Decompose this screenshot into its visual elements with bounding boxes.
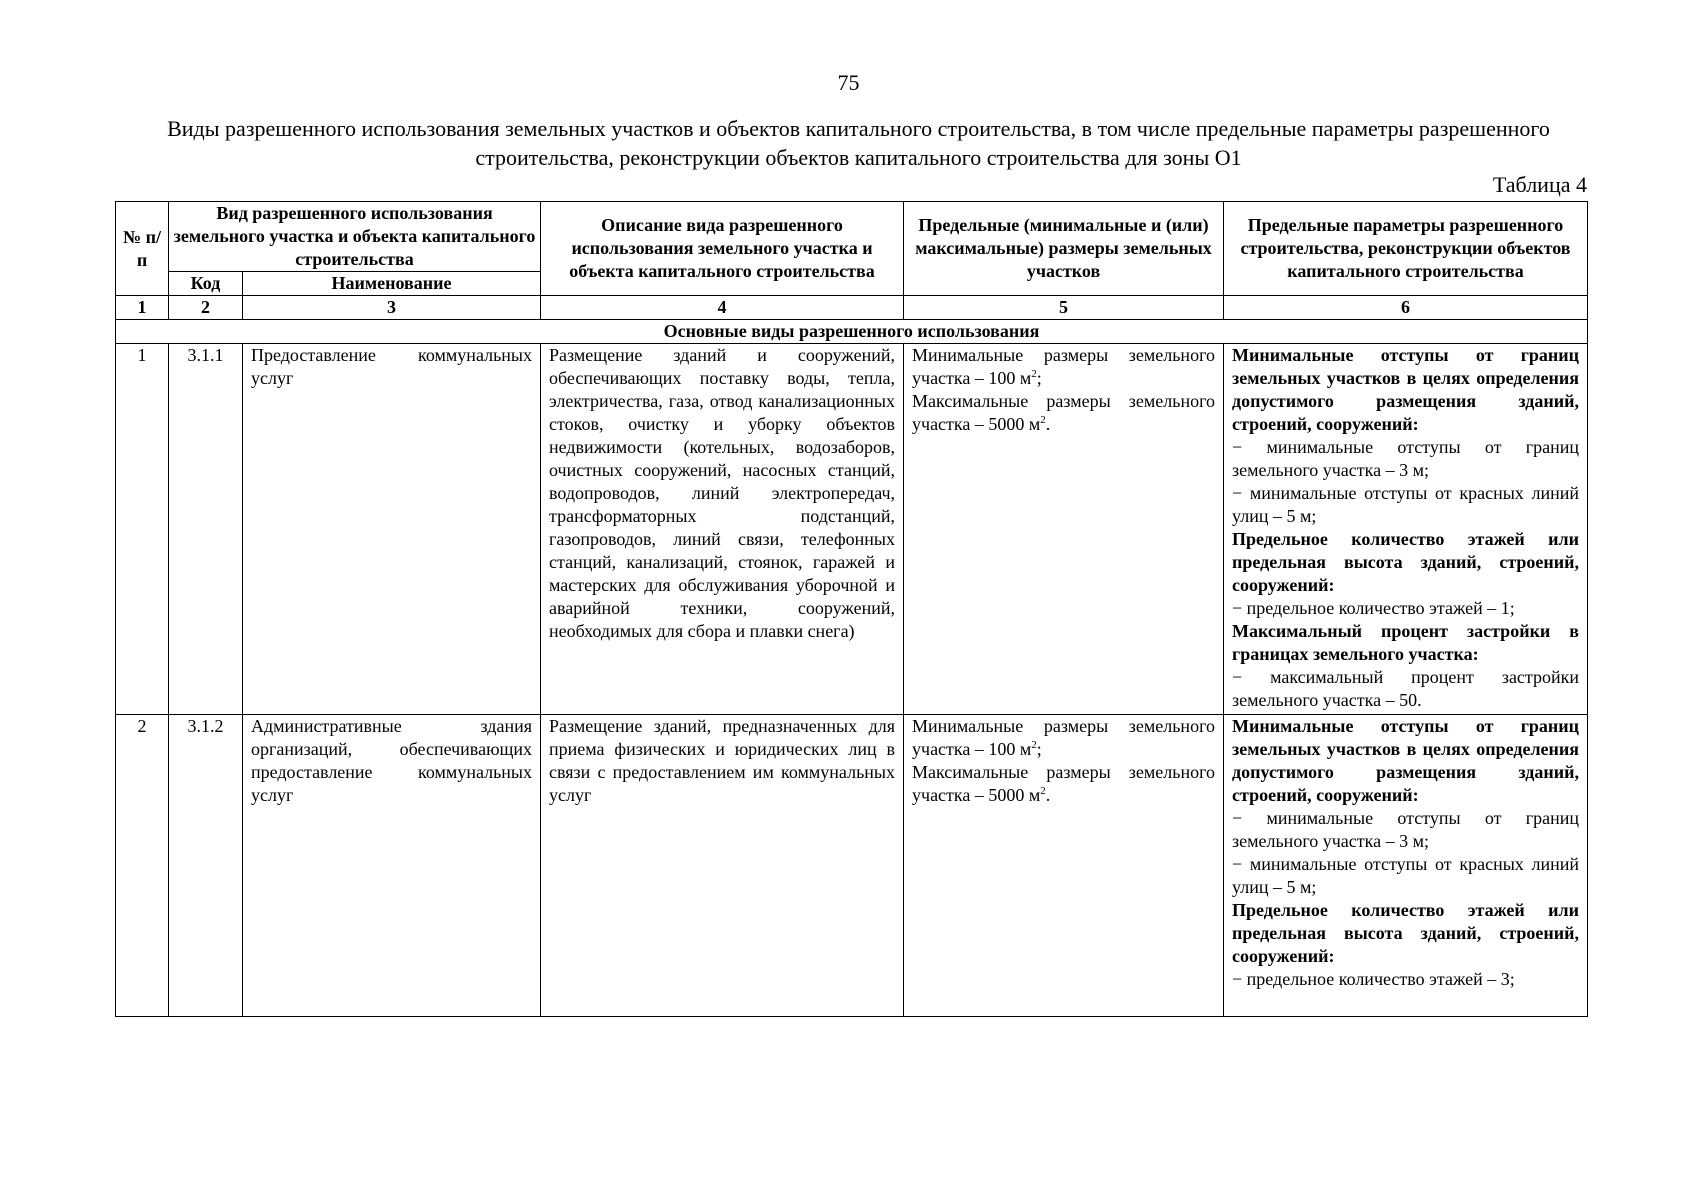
header-description: Описание вида разрешенного использования земельного участка и объекта капитального строительства	[541, 202, 904, 296]
param-line: − предельное количество этажей – 1;	[1232, 598, 1515, 618]
param-line: Минимальные отступы от границ земельных участков в целях определения допустимого размещения зданий, строений, сооружений:	[1232, 716, 1580, 805]
sizes-min: Минимальные размеры земельного участка – 100 м	[912, 716, 1216, 759]
param-line: − предельное количество этажей – 3;	[1232, 969, 1515, 989]
param-line: − минимальные отступы от красных линий улиц – 5 м;	[1232, 854, 1580, 897]
param-line: Минимальные отступы от границ земельных участков в целях определения допустимого размещения зданий, строений, сооружений:	[1232, 345, 1580, 434]
page-number: 75	[837, 70, 860, 95]
row-code: 3.1.2	[169, 715, 243, 1017]
header-params: Предельные параметры разрешенного строительства, реконструкции объектов капитального строительства	[1224, 202, 1588, 296]
column-number-row	[116, 296, 1588, 320]
column-number: 3	[243, 296, 541, 320]
row-params	[1224, 344, 1588, 715]
row-name: Административные здания организаций, обеспечивающих предоставление коммунальных услуг	[243, 715, 541, 1017]
column-number: 1	[116, 296, 169, 320]
row-params	[1224, 715, 1588, 1017]
row-description: Размещение зданий, предназначенных для приема физических и юридических лиц в связи с предоставлением им коммунальных услуг	[541, 715, 904, 1017]
table-caption: Таблица 4	[1492, 172, 1587, 197]
sizes-max: Максимальные размеры земельного участка – 5000 м	[912, 762, 1216, 805]
column-number: 5	[904, 296, 1224, 320]
column-number: 2	[169, 296, 243, 320]
param-line: − минимальные отступы от границ земельного участка – 3 м;	[1232, 808, 1580, 851]
param-line: Предельное количество этажей или предельная высота зданий, строений, сооружений:	[1232, 900, 1580, 966]
row-num: 1	[116, 344, 169, 715]
row-name: Предоставление коммунальных услуг	[243, 344, 541, 715]
param-line: − минимальные отступы от красных линий улиц – 5 м;	[1232, 483, 1580, 526]
param-line: Максимальный процент застройки в границах земельного участка:	[1232, 621, 1580, 664]
param-line: − максимальный процент застройки земельного участка – 50.	[1232, 667, 1580, 710]
header-code: Код	[169, 272, 243, 296]
column-number: 4	[541, 296, 904, 320]
param-line: − минимальные отступы от границ земельного участка – 3 м;	[1232, 437, 1580, 480]
row-num: 2	[116, 715, 169, 1017]
sizes-min: Минимальные размеры земельного участка – 100 м	[912, 345, 1216, 388]
row-code: 3.1.1	[169, 344, 243, 715]
header-kind: Вид разрешенного использования земельного участка и объекта капитального строительства	[169, 202, 541, 272]
section-row	[116, 320, 1588, 344]
row-sizes: Минимальные размеры земельного участка – 100 $м^2$; Максимальные размеры земельного участка – 5000 $м^2$.	[904, 344, 1224, 715]
document-title: Виды разрешенного использования земельных участков и объектов капитального строительства, в том числе предельные параметры разрешенного строительства, реконструкции объектов капитального строительства для зоны О1	[167, 116, 1550, 170]
section-title: Основные виды разрешенного использования	[116, 320, 1588, 344]
sizes-max: Максимальные размеры земельного участка – 5000 м	[912, 391, 1216, 434]
header-name: Наименование	[243, 272, 541, 296]
column-number: 6	[1224, 296, 1588, 320]
header-num: № п/п	[116, 202, 169, 296]
row-description: Размещение зданий и сооружений, обеспечивающих поставку воды, тепла, электричества, газа, отвод канализационных стоков, очистку и уборку объектов недвижимости (котельных, водозаборов, очистных сооружений, насосных станций, водопроводов, линий электропередач, трансформаторных подстанций, газопроводов, линий связи, телефонных станций, канализаций, стоянок, гаражей и мастерских для обслуживания уборочной и аварийной техники, сооружений, необходимых для сбора и плавки снега)	[541, 344, 904, 715]
param-line: Предельное количество этажей или предельная высота зданий, строений, сооружений:	[1232, 529, 1580, 595]
table-row	[116, 715, 1588, 1017]
table-row	[116, 344, 1588, 715]
header-sizes: Предельные (минимальные и (или) максимальные) размеры земельных участков	[904, 202, 1224, 296]
zoning-table	[115, 201, 1588, 1017]
row-sizes: Минимальные размеры земельного участка – 100 $м^2$; Максимальные размеры земельного участка – 5000 $м^2$.	[904, 715, 1224, 1017]
